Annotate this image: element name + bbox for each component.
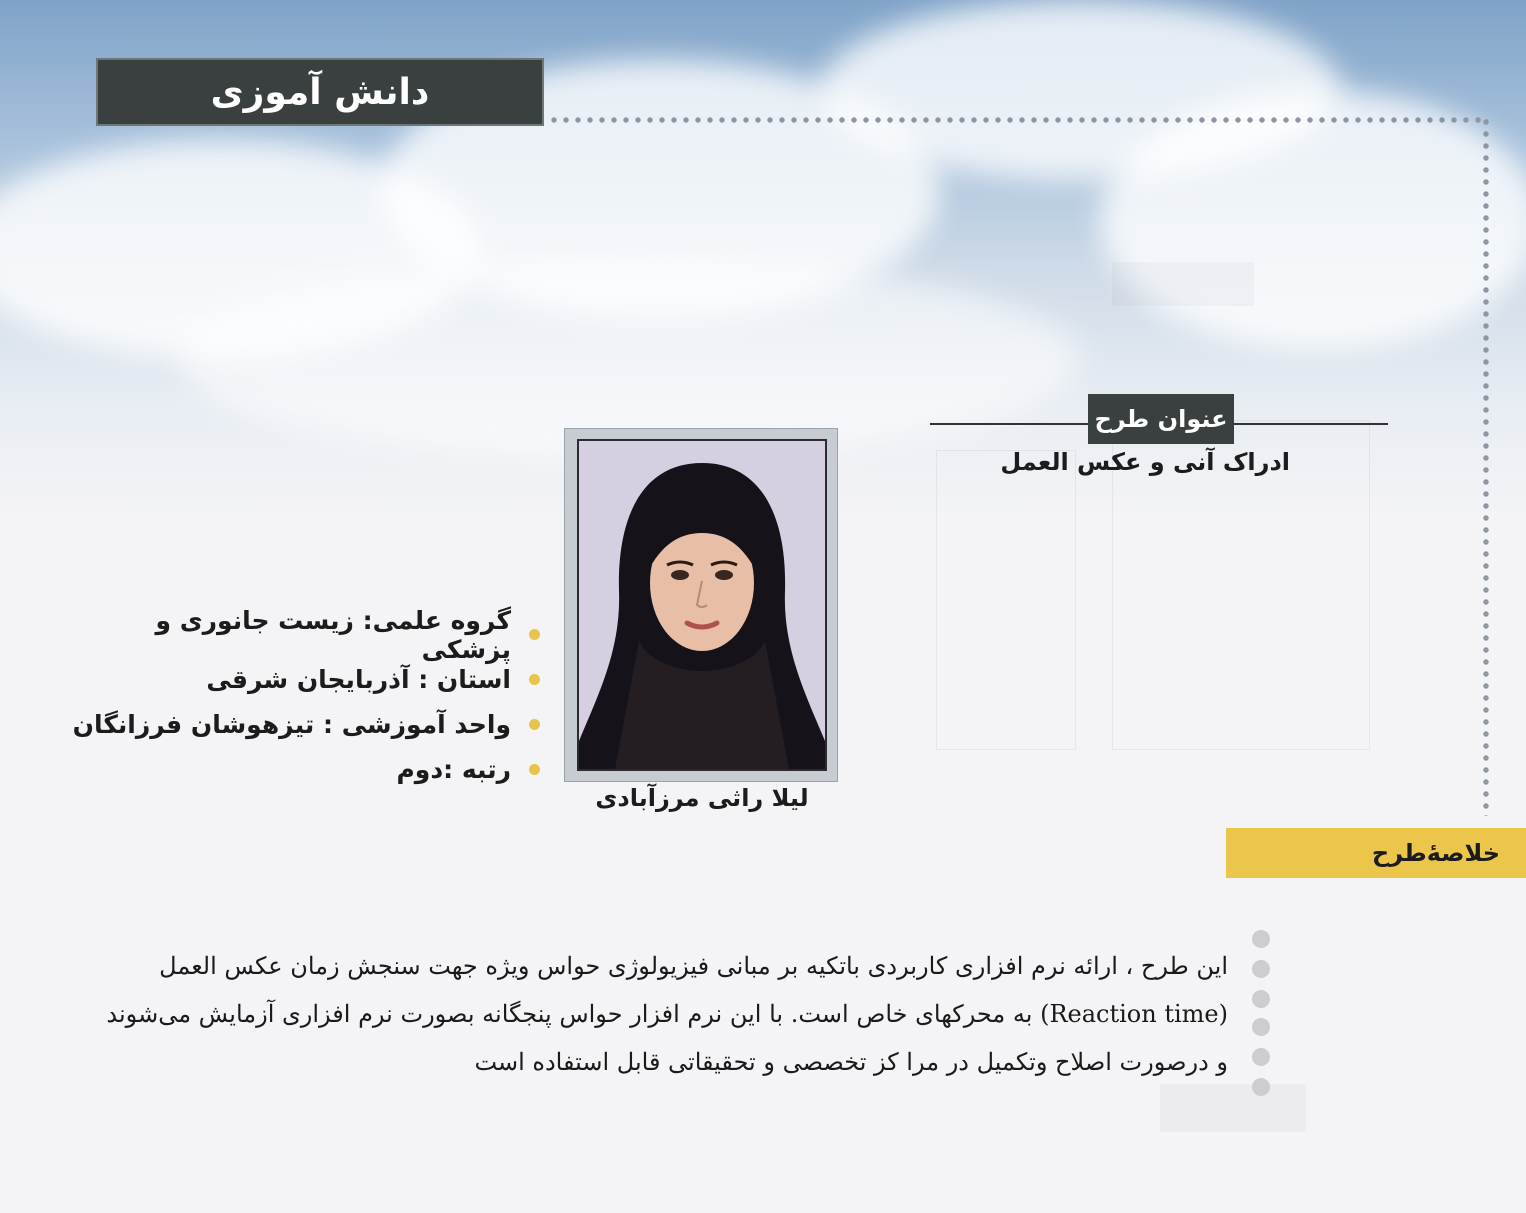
summary-text (96, 942, 1228, 1086)
student-photo (577, 439, 827, 771)
section-title: دانش آموزی (210, 71, 430, 113)
info-item-text: رتبه :دوم (396, 755, 511, 784)
summary-line: این طرح ، ارائه نرم افزاری کاربردی باتکیه بر مبانی فیزیولوژی حواس ویژه جهت سنجش زمان عکس العمل (159, 952, 1228, 980)
bullet-icon (529, 719, 540, 730)
info-item-group (60, 605, 540, 664)
bleed-through-block (1112, 262, 1254, 306)
dotted-border-top (548, 116, 1488, 124)
dot-icon (1252, 960, 1270, 978)
info-item-rank (60, 747, 540, 792)
section-header (96, 58, 544, 126)
bullet-icon (529, 674, 540, 685)
summary-label: خلاصۀطرح (1371, 839, 1500, 867)
project-title: ادراک آنی و عکس العمل (1000, 448, 1290, 476)
dot-icon (1252, 1078, 1270, 1096)
portrait-illustration (579, 441, 825, 769)
dot-icon (1252, 990, 1270, 1008)
side-dot-column (1252, 930, 1272, 1100)
bullet-icon (529, 764, 540, 775)
bleed-through-photo (936, 450, 1076, 750)
student-name: لیلا راثی مرزآبادی (595, 784, 809, 812)
project-label-box (1088, 394, 1234, 444)
info-item-text: گروه علمی: زیست جانوری و پزشکی (155, 605, 511, 664)
dot-icon (1252, 1018, 1270, 1036)
summary-header (1226, 828, 1526, 878)
dot-icon (1252, 1048, 1270, 1066)
info-item-text: استان : آذربایجان شرقی (206, 665, 511, 694)
project-label: عنوان طرح (1094, 405, 1228, 433)
dot-icon (1252, 930, 1270, 948)
dotted-border-right (1482, 116, 1490, 816)
bleed-through-block (1160, 1084, 1306, 1132)
summary-line: و درصورت اصلاح وتکمیل در مرا کز تخصصی و تحقیقاتی قابل استفاده است (474, 1048, 1228, 1076)
info-item-text: واحد آموزشی : تیزهوشان فرزانگان (72, 710, 511, 739)
info-item-school (60, 702, 540, 747)
student-photo-frame (564, 428, 838, 782)
bullet-icon (529, 629, 540, 640)
summary-line: (Reaction time) به محرکهای خاص است. با این نرم افزار حواس پنجگانه بصورت نرم افزاری آزمایش می‌شوند (106, 1000, 1228, 1028)
student-info-list (60, 605, 540, 792)
cloud-decoration (1100, 90, 1526, 350)
